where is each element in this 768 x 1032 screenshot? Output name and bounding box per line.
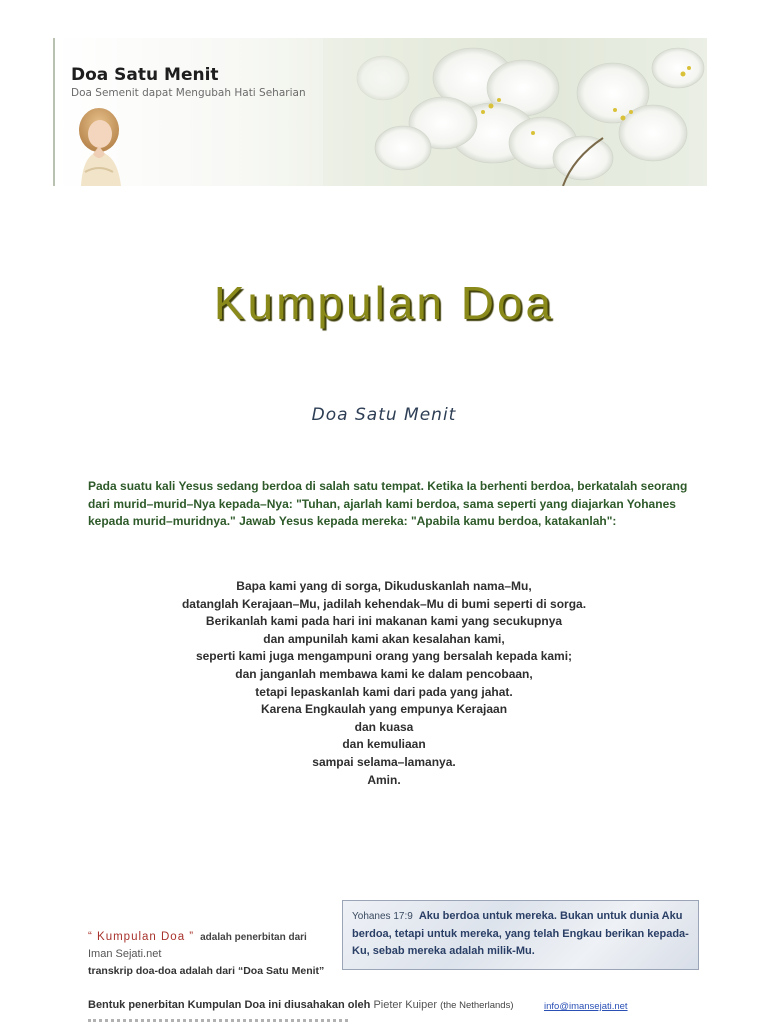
document-subtitle: Doa Satu Menit [311, 405, 457, 425]
verse-text-block [352, 908, 690, 961]
publisher-site: Iman Sejati.net [88, 948, 162, 960]
cherry-blossom-image [323, 38, 707, 186]
credit-name: Pieter Kuiper [373, 999, 438, 1011]
transcript-note: transkrip doa-doa adalah dari “Doa Satu Menit” [88, 965, 325, 977]
bible-verse-box [342, 900, 699, 970]
praying-child-image [73, 102, 125, 186]
publication-info [88, 929, 338, 980]
banner-title: Doa Satu Menit [71, 65, 219, 85]
prayer-line: dan kuasa [354, 719, 414, 734]
prayer-line: Berikanlah kami pada hari ini makanan kami yang secukupnya [205, 614, 563, 629]
prayer-line: dan kemuliaan [342, 737, 426, 752]
prayer-line: seperti kami juga mengampuni orang yang bersalah kepada kami; [195, 649, 573, 664]
lords-prayer [0, 578, 768, 789]
prayer-line: Karena Engkaulah yang empunya Kerajaan [260, 702, 508, 717]
verse-reference: Yohanes 17:9 [352, 911, 413, 922]
publication-name: “ Kumpulan Doa ” [88, 931, 195, 943]
credit-lead: Bentuk penerbitan Kumpulan Doa ini diusahakan oleh [88, 999, 371, 1011]
prayer-line: Bapa kami yang di sorga, Dikuduskanlah nama–Mu, [236, 579, 532, 593]
prayer-line: datanglah Kerajaan–Mu, jadilah kehendak–Mu di bumi seperti di sorga. [181, 596, 587, 611]
email-link[interactable]: info@imansejati.net [544, 1001, 628, 1012]
document-title: Kumpulan Doa [213, 277, 555, 329]
credit-country: (the Netherlands) [440, 1000, 514, 1011]
banner-subtitle: Doa Semenit dapat Mengubah Hati Seharian [71, 87, 306, 99]
prayer-line: Amin. [367, 772, 401, 787]
cut-off-text-line [88, 1019, 348, 1032]
prayer-line: tetapi lepaskanlah kami dari pada yang jahat. [255, 684, 513, 699]
intro-paragraph: Pada suatu kali Yesus sedang berdoa di salah satu tempat. Ketika Ia berhenti berdoa, berkatalah seorang dari murid–murid–Nya kepada–Nya: "Tuhan, ajarlah kami berdoa, sama seperti yang diajarkan Yohanes kepada murid–muridnya." Jawab Yesus kepada mereka: "Apabila kamu berdoa, katakanlah": [88, 479, 688, 528]
prayer-line: sampai selama–lamanya. [312, 754, 456, 769]
publication-rest: adalah penerbitan dari [200, 932, 307, 943]
publication-line [88, 929, 338, 946]
verse-text: Aku berdoa untuk mereka. Bukan untuk dunia Aku berdoa, tetapi untuk mereka, yang telah Engkau berikan kepada-Ku, sebab mereka adalah milik-Mu. [352, 910, 689, 957]
footer-credit [88, 999, 728, 1011]
prayer-line: dan ampunilah kami akan kesalahan kami, [263, 631, 505, 646]
banner-edge [53, 38, 55, 186]
header-banner [53, 38, 707, 186]
prayer-line: dan janganlah membawa kami ke dalam pencobaan, [235, 666, 533, 681]
